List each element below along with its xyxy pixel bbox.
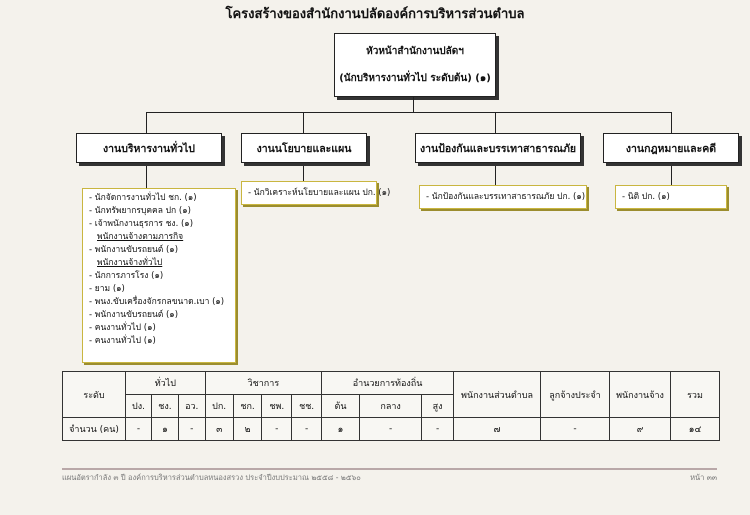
- header-general: ทั่วไป: [126, 372, 206, 395]
- header-academic: วิชาการ: [205, 372, 322, 395]
- connector-drop-3: [495, 112, 496, 134]
- staff-list-policy-planning: [241, 181, 391, 205]
- header-staff: พนักงานส่วนตำบล: [454, 372, 541, 418]
- page-title: โครงสร้างของสำนักงานปลัดองค์การบริหารส่วนตำบล: [225, 7, 525, 22]
- header-contract: ลูกจ้างประจำ: [541, 372, 610, 418]
- list-item: - พนักงานขับรถยนต์ (๑): [89, 245, 179, 255]
- head-office-title: หัวหน้าสำนักงานปลัดฯ: [366, 46, 464, 57]
- subheader-cell: อว.: [178, 395, 205, 418]
- list-item: - นิติ ปก. (๑): [622, 191, 670, 202]
- count-cell: -: [541, 418, 610, 441]
- connector-sub-3: [495, 163, 496, 185]
- table-header-row: [63, 372, 720, 395]
- list-item: - นักจัดการงานทั่วไป ชก. (๑): [89, 193, 197, 203]
- page-number: หน้า ๓๓: [690, 473, 717, 482]
- list-item: - ยาม (๑): [89, 284, 125, 294]
- count-cell: ๑: [152, 418, 179, 441]
- header-local-admin: อำนวยการท้องถิ่น: [322, 372, 454, 395]
- connector-vertical-main: [413, 96, 414, 113]
- subheader-cell: ชพ.: [262, 395, 292, 418]
- subheader-cell: ปก.: [205, 395, 233, 418]
- list-item: - นักทรัพยากรบุคคล ปก (๑): [89, 206, 191, 216]
- division-box-policy-planning: งานนโยบายและแผน: [241, 133, 367, 163]
- count-cell: ๙: [610, 418, 671, 441]
- subheader-cell: ปง.: [126, 395, 152, 418]
- list-item: - นักป้องกันและบรรเทาสาธารณภัย ปก. (๑): [426, 191, 586, 202]
- list-item: - คนงานทั่วไป (๑): [89, 323, 156, 333]
- header-employee: พนักงานจ้าง: [610, 372, 671, 418]
- staffing-summary-table: [62, 371, 720, 441]
- subheader-cell: สูง: [422, 395, 454, 418]
- subheader-cell: ชง.: [152, 395, 179, 418]
- page-footer: [62, 468, 717, 484]
- subheader-cell: ชก.: [233, 395, 262, 418]
- header-level: ระดับ: [63, 372, 126, 418]
- list-item: - พนักงานขับรถยนต์ (๑): [89, 310, 179, 320]
- count-cell: -: [262, 418, 292, 441]
- list-item: - เจ้าพนักงานธุรการ ชง. (๑): [89, 219, 194, 229]
- count-cell: ๑: [322, 418, 360, 441]
- head-office-position: (นักบริหารงานทั่วไป ระดับต้น) (๑): [339, 73, 491, 84]
- count-cell: ๒: [233, 418, 262, 441]
- division-box-legal: งานกฎหมายและคดี: [603, 133, 739, 163]
- connector-horizontal: [146, 112, 672, 113]
- count-cell: ๑๔: [671, 418, 720, 441]
- header-total: รวม: [671, 372, 720, 418]
- count-cell: -: [359, 418, 421, 441]
- connector-sub-1: [146, 163, 147, 189]
- table-row: [63, 418, 720, 441]
- connector-drop-1: [146, 112, 147, 134]
- list-subheading: พนักงานจ้างทั่วไป: [97, 258, 163, 268]
- footer-text: แผนอัตรากำลัง ๓ ปี องค์การบริหารส่วนตำบลหนองสรวง ประจำปีงบประมาณ ๒๕๕๘ - ๒๕๖๐: [62, 473, 361, 482]
- list-item: - นักวิเคราะห์นโยบายและแผน ปก. (๑): [248, 187, 391, 198]
- subheader-cell: ชช.: [292, 395, 322, 418]
- division-box-general-admin: งานบริหารงานทั่วไป: [76, 133, 222, 163]
- staff-list-general-admin: [82, 188, 236, 363]
- count-cell: -: [292, 418, 322, 441]
- list-item: - พนง.ขับเครื่องจักรกลขนาด.เบา (๑): [89, 297, 225, 307]
- count-cell: -: [178, 418, 205, 441]
- count-cell: ๗: [454, 418, 541, 441]
- connector-sub-4: [671, 163, 672, 185]
- list-item: - นักการภารโรง (๑): [89, 271, 164, 281]
- staff-list-disaster-prevention: [419, 185, 587, 209]
- list-item: - คนงานทั่วไป (๑): [89, 336, 156, 346]
- connector-sub-2: [303, 163, 304, 181]
- head-office-box: [334, 33, 496, 97]
- count-cell: ๓: [205, 418, 233, 441]
- row-label: จำนวน (คน): [63, 418, 126, 441]
- count-cell: -: [126, 418, 152, 441]
- list-subheading: พนักงานจ้างตามภารกิจ: [97, 232, 184, 242]
- connector-drop-4: [671, 112, 672, 134]
- subheader-cell: กลาง: [359, 395, 421, 418]
- subheader-cell: ต้น: [322, 395, 360, 418]
- staff-list-legal: [615, 185, 727, 209]
- connector-drop-2: [303, 112, 304, 134]
- division-box-disaster-prevention: งานป้องกันและบรรเทาสาธารณภัย: [415, 133, 581, 163]
- count-cell: -: [422, 418, 454, 441]
